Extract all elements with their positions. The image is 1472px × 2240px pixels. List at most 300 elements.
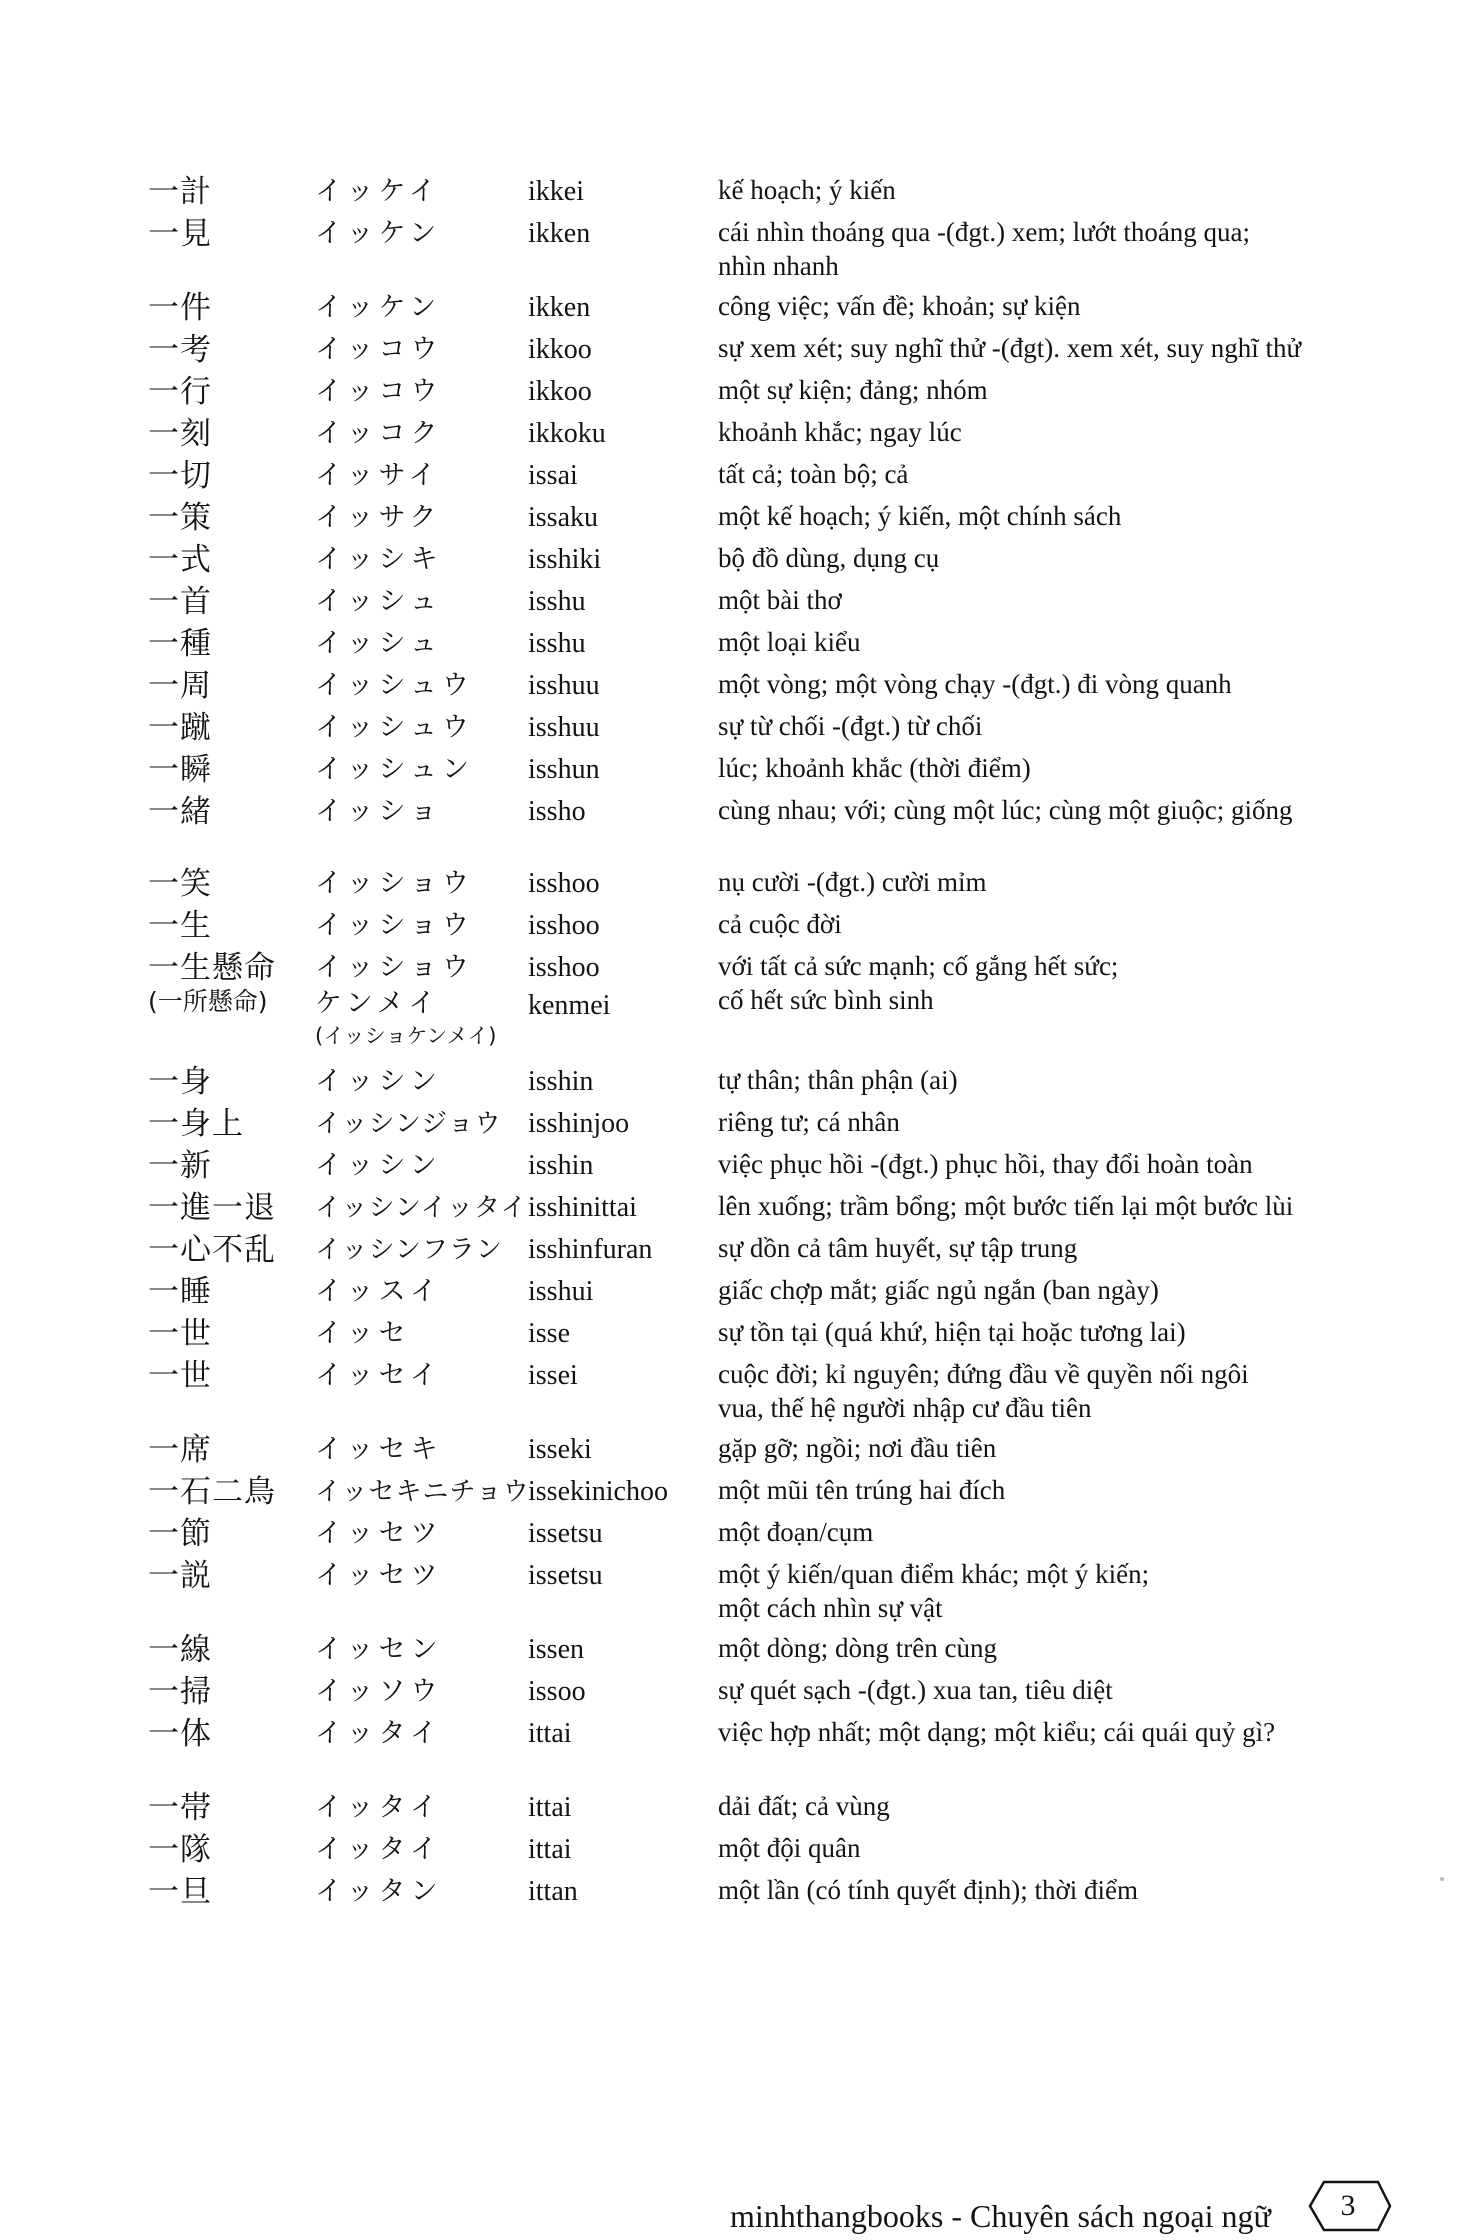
entry-kanji	[148, 709, 212, 747]
entry-kanji	[148, 499, 212, 537]
entry-kana	[315, 907, 474, 945]
entry-meaning	[718, 415, 1408, 449]
entry-romaji	[528, 173, 584, 211]
entry-kana-text: イッセキ	[315, 1434, 443, 1465]
entry-romaji	[528, 331, 592, 369]
entry-kanji	[148, 1431, 212, 1469]
entry-kana-text: イッスイ	[315, 1276, 442, 1307]
entry-meaning-text: sự quét sạch -(đgt.) xua tan, tiêu diệt	[718, 1675, 1113, 1705]
entry-meaning	[718, 1715, 1408, 1749]
entry-romaji-text: isshui	[528, 1276, 594, 1307]
entry-kanji	[148, 1273, 212, 1311]
entry-meaning	[718, 215, 1408, 283]
entry-romaji-text: issoo	[528, 1676, 586, 1707]
entry-meaning-text: bộ đồ dùng, dụng cụ	[718, 543, 940, 573]
entry-kana-text: イッセイ	[315, 1360, 442, 1391]
entry-meaning	[718, 709, 1408, 743]
entry-meaning-cont: nhìn nhanh	[718, 251, 839, 281]
entry-kana	[315, 1873, 442, 1911]
entry-romaji-text: isshin	[528, 1150, 594, 1181]
entry-kana-text: イッシン	[315, 1066, 442, 1097]
entry-meaning-text: một loại kiểu	[718, 627, 861, 657]
entry-romaji	[528, 751, 600, 789]
entry-kanji-text: 一世	[148, 1316, 212, 1352]
entry-romaji	[528, 415, 606, 453]
entry-kanji-text: 一節	[148, 1516, 212, 1552]
entry-kana	[315, 583, 442, 621]
entry-romaji	[528, 1873, 578, 1911]
entry-kana-cont: ケンメイ	[315, 988, 441, 1019]
entry-romaji	[528, 1315, 570, 1353]
entry-kana	[315, 1231, 503, 1269]
entry-kana-text: イッセン	[315, 1634, 443, 1665]
entry-romaji	[528, 1557, 603, 1595]
entry-kanji-text: 一線	[148, 1632, 212, 1668]
entry-kanji	[148, 1147, 212, 1185]
entry-kanji-text: 一隊	[148, 1832, 212, 1868]
entry-kanji-text: 一睡	[148, 1274, 212, 1310]
entry-kanji-text: 一進一退	[148, 1190, 276, 1226]
entry-kana	[315, 1147, 442, 1185]
entry-kana	[315, 173, 441, 211]
entry-kana-text: イッシュウ	[315, 670, 474, 701]
entry-kana	[315, 1473, 530, 1511]
entry-meaning-text: một vòng; một vòng chạy -(đgt.) đi vòng quanh	[718, 669, 1232, 699]
entry-kana-text: イッサイ	[315, 460, 441, 491]
entry-kanji	[148, 1789, 212, 1827]
entry-kanji	[148, 907, 212, 945]
entry-kanji-text: 一切	[148, 458, 212, 494]
entry-meaning	[718, 1315, 1408, 1349]
entry-meaning-text: việc phục hồi -(đgt.) phục hồi, thay đổi hoàn toàn	[718, 1149, 1253, 1179]
entry-romaji	[528, 1473, 668, 1511]
entry-kana-text: イッタイ	[315, 1718, 442, 1749]
entry-kana	[315, 1515, 442, 1553]
entry-meaning-text: lúc; khoảnh khắc (thời điểm)	[718, 753, 1031, 783]
entry-kanji	[148, 1189, 276, 1227]
entry-meaning-text: cuộc đời; kỉ nguyên; đứng đầu về quyền nối ngôi	[718, 1359, 1249, 1389]
entry-kanji	[148, 1357, 212, 1395]
entry-meaning-text: một bài thơ	[718, 585, 842, 615]
entry-kanji	[148, 751, 212, 789]
entry-kana-text: イッセツ	[315, 1518, 443, 1549]
entry-romaji-text: isshiki	[528, 544, 602, 575]
entry-kana	[315, 541, 442, 579]
entry-meaning	[718, 1273, 1408, 1307]
entry-kana-text: イッタン	[315, 1876, 443, 1907]
entry-kanji-alt: (一所懸命)	[148, 987, 268, 1016]
entry-kana-text: イッセキニチョウ	[315, 1477, 530, 1507]
entry-romaji-text: issekinichoo	[528, 1476, 668, 1507]
page-number: 3	[1340, 2189, 1356, 2222]
entry-romaji-text: isshuu	[528, 712, 600, 743]
entry-kanji	[148, 949, 276, 1017]
entry-kana-text: イッシュウ	[315, 712, 474, 743]
entry-romaji	[528, 1431, 592, 1469]
entry-romaji	[528, 499, 598, 537]
entry-romaji-text: isshun	[528, 754, 600, 785]
entry-romaji	[528, 1631, 584, 1669]
entry-romaji	[528, 1105, 629, 1143]
entry-meaning-text: công việc; vấn đề; khoản; sự kiện	[718, 291, 1081, 321]
entry-meaning	[718, 667, 1408, 701]
entry-kanji-text: 一計	[148, 174, 212, 210]
entry-meaning-text: một mũi tên trúng hai đích	[718, 1475, 1006, 1505]
entry-kana	[315, 1831, 442, 1869]
entry-kanji-text: 一緒	[148, 794, 212, 830]
entry-meaning-text: với tất cả sức mạnh; cố gắng hết sức;	[718, 951, 1119, 981]
entry-meaning	[718, 1231, 1408, 1265]
entry-kana	[315, 1431, 442, 1469]
entry-meaning-text: một kế hoạch; ý kiến, một chính sách	[718, 501, 1122, 531]
entry-romaji-text: ikkoku	[528, 418, 606, 449]
entry-kanji	[148, 1473, 276, 1511]
entry-kana	[315, 1789, 442, 1827]
entry-kanji-text: 一旦	[148, 1874, 212, 1910]
entry-kana	[315, 499, 441, 537]
entry-kanji	[148, 1873, 212, 1911]
entry-kanji-text: 一席	[148, 1432, 212, 1468]
page-number-badge	[1302, 2178, 1394, 2234]
entry-kana-text: イッシュン	[315, 754, 474, 785]
entry-kanji	[148, 541, 212, 579]
entry-romaji	[528, 907, 600, 945]
entry-meaning-cont: vua, thế hệ người nhập cư đầu tiên	[718, 1393, 1092, 1423]
entry-romaji	[528, 1231, 652, 1269]
entry-kanji-text: 一策	[148, 500, 212, 536]
entry-kanji	[148, 1231, 276, 1269]
entry-meaning	[718, 1147, 1408, 1181]
entry-kanji-text: 一考	[148, 332, 212, 368]
entry-kanji-text: 一心不乱	[148, 1232, 276, 1268]
entry-kana	[315, 1557, 442, 1595]
entry-romaji	[528, 1063, 593, 1101]
entry-kanji	[148, 1831, 212, 1869]
entry-romaji-text: issetsu	[528, 1518, 603, 1549]
entry-romaji-text: isshoo	[528, 910, 600, 941]
entry-romaji	[528, 289, 590, 327]
entry-romaji-text: issho	[528, 796, 586, 827]
footer-publisher: minhthangbooks - Chuyên sách ngoại ngữ	[730, 2198, 1271, 2234]
entry-kana-text: イッショ	[315, 796, 442, 827]
entry-kana-text: イッセ	[315, 1318, 411, 1349]
entry-kana	[315, 1715, 442, 1753]
entry-kanji-text: 一生懸命	[148, 950, 276, 986]
entry-kanji	[148, 1063, 212, 1101]
entry-kana-text: イッシンジョウ	[315, 1109, 502, 1139]
entry-kanji-text: 一説	[148, 1558, 212, 1594]
entry-meaning	[718, 949, 1408, 1017]
entry-kanji-text: 一種	[148, 626, 212, 662]
entry-meaning-text: một sự kiện; đảng; nhóm	[718, 375, 988, 405]
entry-romaji-text: isshu	[528, 586, 586, 617]
entry-meaning-text: một ý kiến/quan điểm khác; một ý kiến;	[718, 1559, 1150, 1589]
entry-romaji	[528, 457, 578, 495]
entry-romaji	[528, 1189, 637, 1227]
entry-romaji	[528, 1673, 586, 1711]
entry-kana-text: イッショウ	[315, 910, 474, 941]
entry-meaning-text: sự tồn tại (quá khứ, hiện tại hoặc tương lai)	[718, 1317, 1186, 1347]
entry-kanji-text: 一石二鳥	[148, 1474, 276, 1510]
entry-kana	[315, 1631, 442, 1669]
entry-kanji-text: 一瞬	[148, 752, 212, 788]
entry-kanji	[148, 1557, 212, 1595]
entry-meaning	[718, 373, 1408, 407]
entry-kanji	[148, 583, 212, 621]
entry-meaning	[718, 1105, 1408, 1139]
entry-romaji-text: isshin	[528, 1066, 594, 1097]
entry-meaning	[718, 625, 1408, 659]
entry-kana-text: イッシキ	[315, 544, 443, 575]
entry-kanji-text: 一蹴	[148, 710, 212, 746]
entry-meaning	[718, 1831, 1408, 1865]
entry-meaning-cont: một cách nhìn sự vật	[718, 1593, 943, 1623]
entry-kanji	[148, 415, 212, 453]
entry-kana	[315, 457, 441, 495]
entry-kanji-text: 一身	[148, 1064, 212, 1100]
entry-kanji	[148, 865, 212, 903]
entry-meaning-text: một dòng; dòng trên cùng	[718, 1633, 997, 1663]
entry-romaji-text: isse	[528, 1318, 570, 1349]
entry-kanji-text: 一生	[148, 908, 212, 944]
entry-kana-text: イッシュ	[315, 628, 442, 659]
entry-kana-text: イッショウ	[315, 952, 474, 983]
entry-kana-text: イッコウ	[315, 376, 443, 407]
entry-kanji-text: 一式	[148, 542, 212, 578]
entry-meaning	[718, 1189, 1408, 1223]
entry-meaning	[718, 173, 1408, 207]
entry-kanji	[148, 667, 212, 705]
entry-romaji-text: isshu	[528, 628, 586, 659]
entry-meaning	[718, 1557, 1408, 1625]
entry-meaning-text: sự từ chối -(đgt.) từ chối	[718, 711, 983, 741]
entry-romaji	[528, 215, 590, 253]
entry-meaning-text: một đoạn/cụm	[718, 1517, 874, 1547]
entry-romaji-text: ittan	[528, 1876, 578, 1907]
entry-meaning-text: việc hợp nhất; một dạng; một kiểu; cái quái quỷ gì?	[718, 1717, 1276, 1747]
entry-romaji	[528, 625, 586, 663]
entry-kanji	[148, 1673, 212, 1711]
entry-kana-text: イッシンイッタイ	[315, 1193, 528, 1223]
entry-romaji-text: ikkei	[528, 176, 584, 207]
entry-kanji	[148, 625, 212, 663]
entry-meaning-text: khoảnh khắc; ngay lúc	[718, 417, 962, 447]
entry-kana-text: イッサク	[315, 502, 442, 533]
entry-kanji	[148, 1631, 212, 1669]
entry-romaji-text: ikken	[528, 292, 591, 323]
entry-meaning	[718, 907, 1408, 941]
entry-kanji	[148, 173, 212, 211]
entry-kanji-text: 一行	[148, 374, 212, 410]
entry-meaning-text: cả cuộc đời	[718, 909, 842, 939]
entry-romaji	[528, 1273, 593, 1311]
entry-kana-text: イッコウ	[315, 334, 443, 365]
entry-kanji	[148, 215, 212, 253]
entry-romaji	[528, 373, 592, 411]
entry-meaning	[718, 583, 1408, 617]
entry-kana	[315, 1105, 502, 1143]
entry-romaji	[528, 1515, 603, 1553]
entry-kana	[315, 289, 441, 327]
entry-romaji-cont: kenmei	[528, 990, 611, 1021]
entry-romaji-text: ittai	[528, 1718, 572, 1749]
entry-kana-alt: (イッショケンメイ)	[315, 1024, 497, 1048]
entry-kanji-text: 一掃	[148, 1674, 212, 1710]
entry-kana-text: イッシン	[315, 1150, 442, 1181]
entry-kana	[315, 1673, 442, 1711]
entry-kanji	[148, 1715, 212, 1753]
entry-kanji-text: 一新	[148, 1148, 212, 1184]
entry-kana-text: イッシュ	[315, 586, 442, 617]
entry-kanji	[148, 457, 212, 495]
entry-meaning	[718, 793, 1408, 827]
entry-meaning-text: tất cả; toàn bộ; cả	[718, 459, 909, 489]
entry-kana	[315, 667, 474, 705]
entry-meaning	[718, 289, 1408, 323]
entry-kana	[315, 625, 442, 663]
entry-kana	[315, 709, 474, 747]
entry-kanji	[148, 331, 212, 369]
entry-romaji-text: ittai	[528, 1834, 572, 1865]
entry-romaji-text: isshoo	[528, 868, 600, 899]
entry-meaning	[718, 1873, 1408, 1907]
entry-romaji-text: issai	[528, 460, 578, 491]
entry-kanji	[148, 373, 212, 411]
entry-kana-text: イッシンフラン	[315, 1235, 503, 1265]
entry-kanji-text: 一体	[148, 1716, 212, 1752]
entry-kanji-text: 一刻	[148, 416, 212, 452]
entry-kanji-text: 一見	[148, 216, 212, 252]
entry-meaning	[718, 1631, 1408, 1665]
entry-kana	[315, 793, 442, 831]
entry-meaning	[718, 1063, 1408, 1097]
entry-kana	[315, 949, 496, 1051]
entry-meaning	[718, 331, 1408, 365]
entry-kana	[315, 1315, 410, 1353]
entry-romaji-text: isshinjoo	[528, 1108, 630, 1139]
entry-romaji	[528, 1789, 572, 1827]
entry-romaji-text: isshinfuran	[528, 1234, 653, 1265]
entry-romaji	[528, 949, 610, 1025]
entry-kana-text: イッケン	[315, 292, 442, 323]
entry-meaning-text: gặp gỡ; ngồi; nơi đầu tiên	[718, 1433, 997, 1463]
entry-kanji-text: 一世	[148, 1358, 212, 1394]
entry-romaji-text: ikken	[528, 218, 591, 249]
entry-meaning-text: sự xem xét; suy nghĩ thử -(đgt). xem xét, suy nghĩ thử	[718, 333, 1302, 363]
entry-romaji-text: issaku	[528, 502, 598, 533]
scan-speck	[1440, 1877, 1444, 1881]
entry-romaji-text: issei	[528, 1360, 578, 1391]
entry-romaji	[528, 667, 600, 705]
entry-kana	[315, 415, 442, 453]
entry-kana-text: イッショウ	[315, 868, 474, 899]
entry-kana-text: イッソウ	[315, 1676, 443, 1707]
entry-kana-text: イッコク	[315, 418, 443, 449]
entry-romaji-text: isseki	[528, 1434, 592, 1465]
entry-kana	[315, 1063, 442, 1101]
entry-kanji-text: 一帯	[148, 1790, 212, 1826]
entry-kanji-text: 一身上	[148, 1106, 244, 1142]
entry-kana-text: イッタイ	[315, 1834, 442, 1865]
entry-romaji-text: issetsu	[528, 1560, 603, 1591]
entry-romaji	[528, 793, 586, 831]
entry-romaji-text: ittai	[528, 1792, 572, 1823]
entry-kanji	[148, 289, 212, 327]
entry-meaning-text: sự dồn cả tâm huyết, sự tập trung	[718, 1233, 1078, 1263]
entry-romaji	[528, 1357, 578, 1395]
entry-romaji	[528, 1147, 593, 1185]
entry-kana	[315, 751, 474, 789]
entry-kana-text: イッケイ	[315, 176, 441, 207]
entry-kana	[315, 1357, 442, 1395]
entry-romaji	[528, 583, 586, 621]
entry-meaning	[718, 457, 1408, 491]
entry-kanji-text: 一周	[148, 668, 212, 704]
entry-kana	[315, 865, 474, 903]
entry-kanji-text: 一首	[148, 584, 212, 620]
entry-meaning	[718, 1431, 1408, 1465]
entry-kana	[315, 215, 441, 253]
entry-kana	[315, 331, 442, 369]
entry-meaning-text: riêng tư; cá nhân	[718, 1107, 900, 1137]
entry-kana-text: イッセツ	[315, 1560, 443, 1591]
entry-meaning-cont: cố hết sức bình sinh	[718, 985, 934, 1015]
entry-kanji-text: 一件	[148, 290, 212, 326]
entry-romaji	[528, 541, 601, 579]
entry-meaning	[718, 541, 1408, 575]
entry-romaji	[528, 1831, 572, 1869]
entry-kana	[315, 373, 442, 411]
entry-meaning	[718, 1357, 1408, 1425]
entry-meaning	[718, 499, 1408, 533]
entry-meaning-text: dải đất; cả vùng	[718, 1791, 890, 1821]
entry-meaning-text: nụ cười -(đgt.) cười mỉm	[718, 867, 987, 897]
entry-meaning-text: lên xuống; trầm bổng; một bước tiến lại một bước lùi	[718, 1191, 1294, 1221]
entry-meaning-text: giấc chợp mắt; giấc ngủ ngắn (ban ngày)	[718, 1275, 1159, 1305]
entry-kana-text: イッケン	[315, 218, 442, 249]
entry-kana	[315, 1273, 442, 1311]
entry-meaning-text: một lần (có tính quyết định); thời điểm	[718, 1875, 1138, 1905]
entry-romaji-text: isshinittai	[528, 1192, 637, 1223]
entry-meaning	[718, 1515, 1408, 1549]
entry-kanji	[148, 1315, 212, 1353]
entry-meaning	[718, 1673, 1408, 1707]
entry-kanji	[148, 1105, 244, 1143]
entry-meaning	[718, 1473, 1408, 1507]
entry-romaji-text: ikkoo	[528, 376, 592, 407]
entry-meaning-text: tự thân; thân phận (ai)	[718, 1065, 958, 1095]
entry-kanji-text: 一笑	[148, 866, 212, 902]
entry-romaji-text: ikkoo	[528, 334, 592, 365]
entry-meaning	[718, 751, 1408, 785]
entry-meaning-text: kế hoạch; ý kiến	[718, 175, 896, 205]
entry-romaji	[528, 709, 600, 747]
entry-kana	[315, 1189, 528, 1227]
entry-meaning	[718, 1789, 1408, 1823]
entry-kanji	[148, 1515, 212, 1553]
entry-kanji	[148, 793, 212, 831]
entry-meaning-text: cùng nhau; với; cùng một lúc; cùng một giuộc; giống	[718, 795, 1293, 825]
entry-romaji	[528, 1715, 572, 1753]
entry-romaji-text: issen	[528, 1634, 584, 1665]
entry-romaji-text: isshoo	[528, 952, 600, 983]
entry-meaning-text: một đội quân	[718, 1833, 861, 1863]
entry-meaning	[718, 865, 1408, 899]
entry-kana-text: イッタイ	[315, 1792, 442, 1823]
entry-meaning-text: cái nhìn thoáng qua -(đgt.) xem; lướt thoáng qua;	[718, 217, 1251, 247]
entry-romaji-text: isshuu	[528, 670, 600, 701]
entry-romaji	[528, 865, 600, 903]
